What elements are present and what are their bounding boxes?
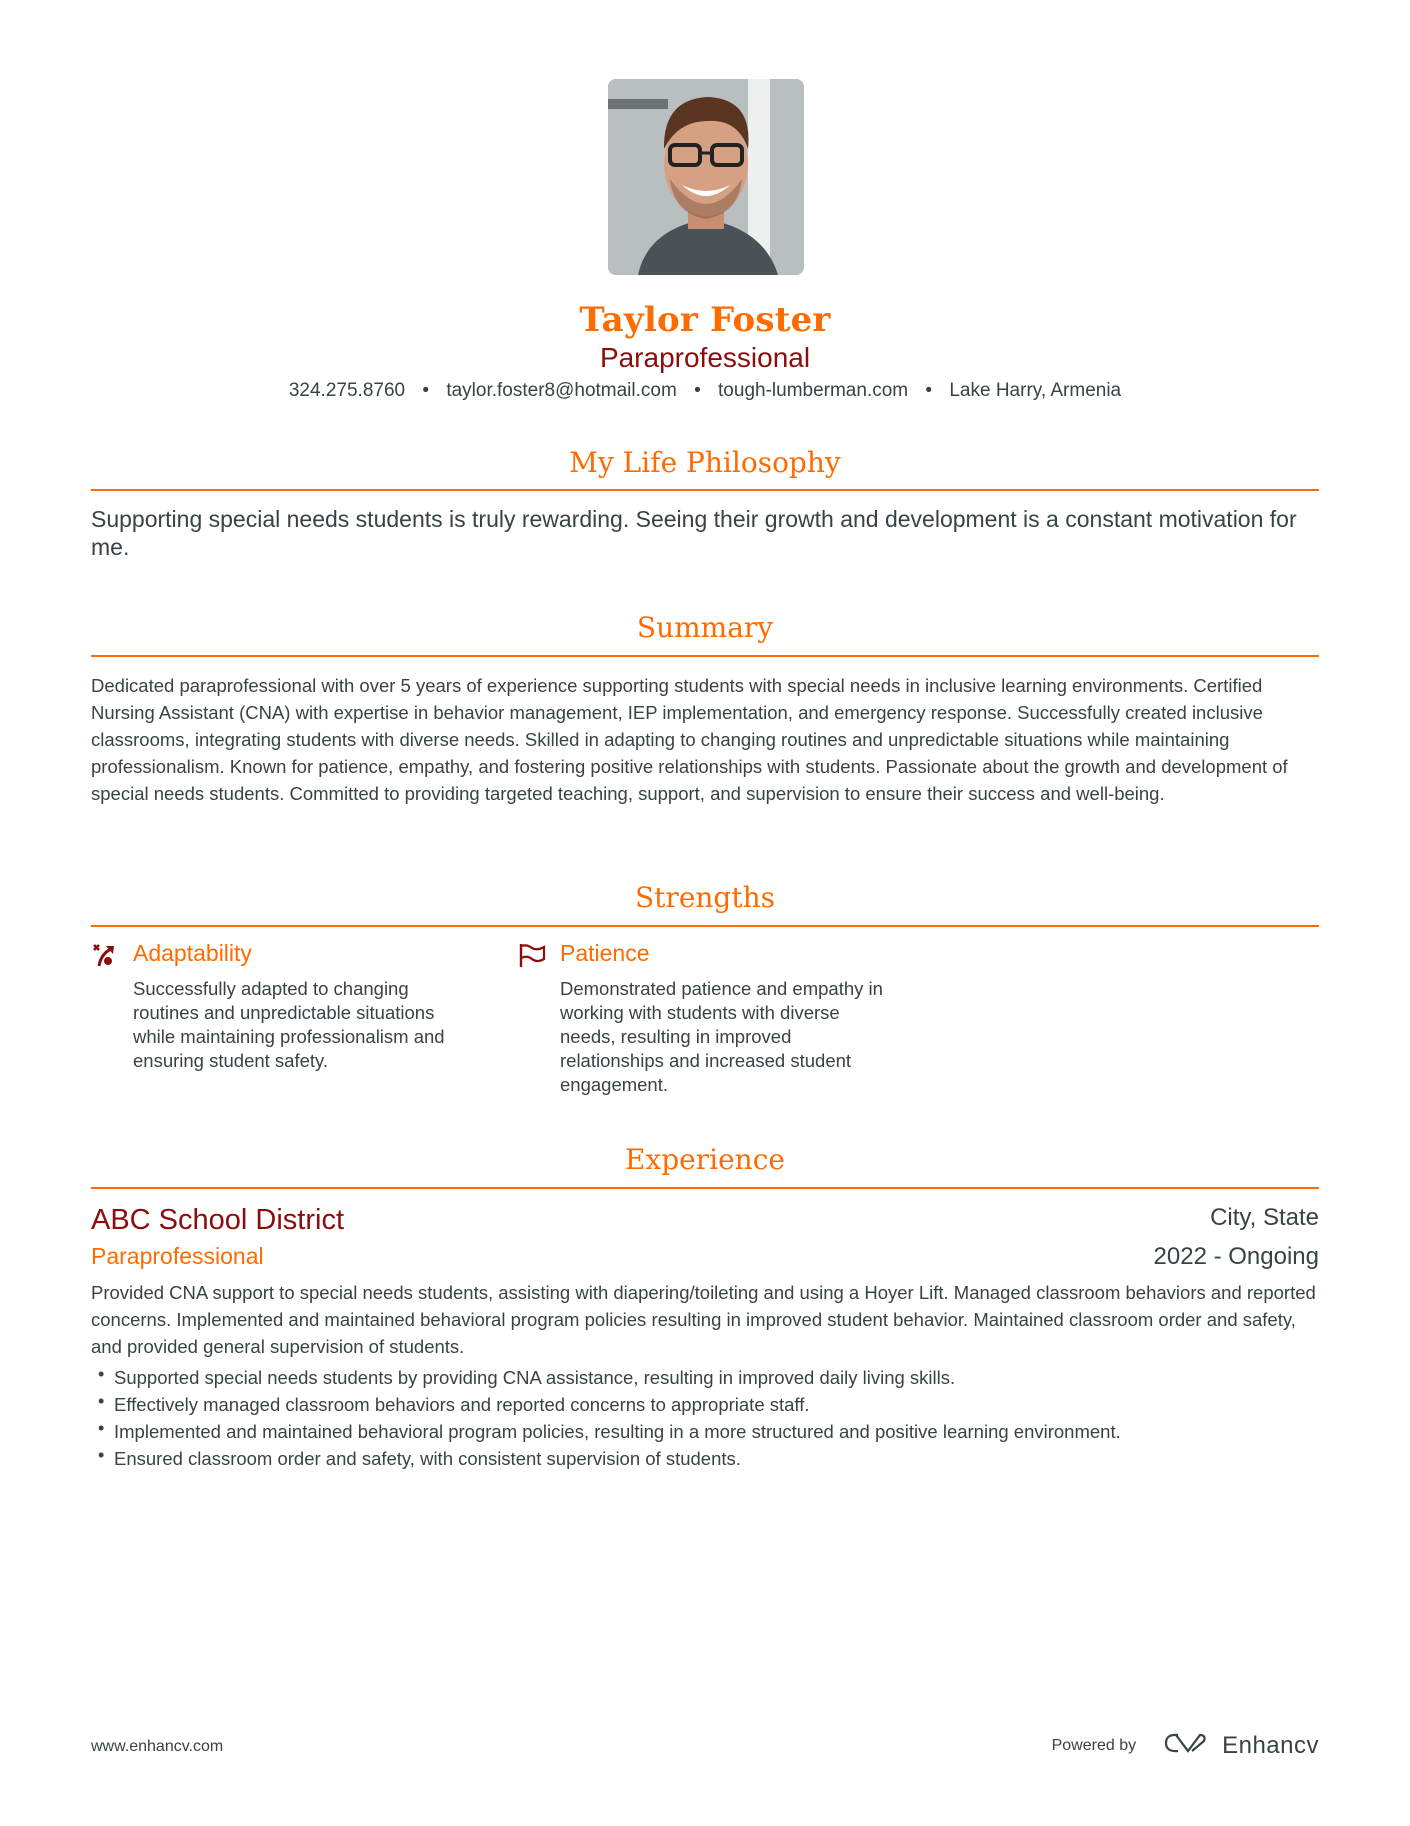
section-divider xyxy=(91,1187,1319,1189)
section-heading-philosophy: My Life Philosophy xyxy=(569,446,841,479)
strength-title: Patience xyxy=(560,940,650,966)
separator: • xyxy=(925,380,933,401)
website-link[interactable]: tough-lumberman.com xyxy=(718,380,909,401)
experience-location: City, State xyxy=(1210,1204,1319,1231)
experience-role: Paraprofessional xyxy=(91,1243,264,1269)
brand-name[interactable]: Enhancv xyxy=(1222,1731,1319,1759)
location: Lake Harry, Armenia xyxy=(949,380,1122,401)
email[interactable]: taylor.foster8@hotmail.com xyxy=(446,380,677,401)
flag-icon xyxy=(518,942,544,968)
footer-branding xyxy=(1052,1730,1319,1761)
strength-description: Demonstrated patience and empathy in working with students with diverse needs, resulting in improved relationships and increased student engagement. xyxy=(560,978,883,1095)
list-item: • Supported special needs students by providing CNA assistance, resulting in improved daily living skills. xyxy=(96,1364,1316,1391)
section-heading-summary: Summary xyxy=(636,611,774,644)
section-divider xyxy=(91,655,1319,657)
avatar xyxy=(608,79,804,275)
candidate-title: Paraprofessional xyxy=(599,342,811,373)
list-item: • Ensured classroom order and safety, with consistent supervision of students. xyxy=(96,1445,1316,1472)
section-heading-strengths: Strengths xyxy=(635,881,775,914)
footer-website-link[interactable]: www.enhancv.com xyxy=(91,1738,224,1755)
enhancv-logo-icon xyxy=(1162,1730,1208,1761)
experience-company: ABC School District xyxy=(91,1204,345,1236)
summary-text: Dedicated paraprofessional with over 5 years of experience supporting students with special needs in inclusive learning environments. Certified Nursing Assistant (CNA) with expertise in behavior management, IEP implementation, and emergency response. Successfully created inclusive classrooms, integrating students with diverse needs. Skilled in adapting to changing routines and unpredictable situations while maintaining professionalism. Known for patience, empathy, and fostering positive relationships with students. Passionate about the growth and development of special needs students. Committed to providing targeted teaching, support, and supervision to ensure their success and well-being. xyxy=(91,675,1288,804)
section-heading-experience: Experience xyxy=(625,1143,785,1176)
section-divider xyxy=(91,489,1319,491)
experience-dates: 2022 - Ongoing xyxy=(1153,1243,1319,1270)
separator: • xyxy=(422,380,430,401)
strength-title: Adaptability xyxy=(133,940,252,966)
section-divider xyxy=(91,925,1319,927)
contact-info xyxy=(0,380,1410,402)
powered-by-label: Powered by xyxy=(1051,1736,1137,1754)
phone[interactable]: 324.275.8760 xyxy=(288,380,406,401)
separator: • xyxy=(694,380,701,401)
list-item: • Implemented and maintained behavioral program policies, resulting in a more structured and positive learning environment. xyxy=(96,1418,1316,1445)
strength-description: Successfully adapted to changing routines and unpredictable situations while maintaining professionalism and ensuring student safety. xyxy=(133,978,445,1071)
profile-photo xyxy=(608,79,804,275)
list-item: • Effectively managed classroom behaviors and reported concerns to appropriate staff. xyxy=(96,1391,1316,1418)
philosophy-text: Supporting special needs students is truly rewarding. Seeing their growth and development is a constant motivation for me. xyxy=(91,506,1297,560)
candidate-name: Taylor Foster xyxy=(579,300,831,340)
strategy-icon xyxy=(91,942,117,968)
experience-bullets xyxy=(96,1364,1316,1472)
experience-description: Provided CNA support to special needs students, assisting with diapering/toileting and using a Hoyer Lift. Managed classroom behaviors and reported concerns. Implemented and maintained behavioral program policies resulting in improved student behavior. Maintained classroom order and safety, and provided general supervision of students. xyxy=(91,1282,1316,1357)
